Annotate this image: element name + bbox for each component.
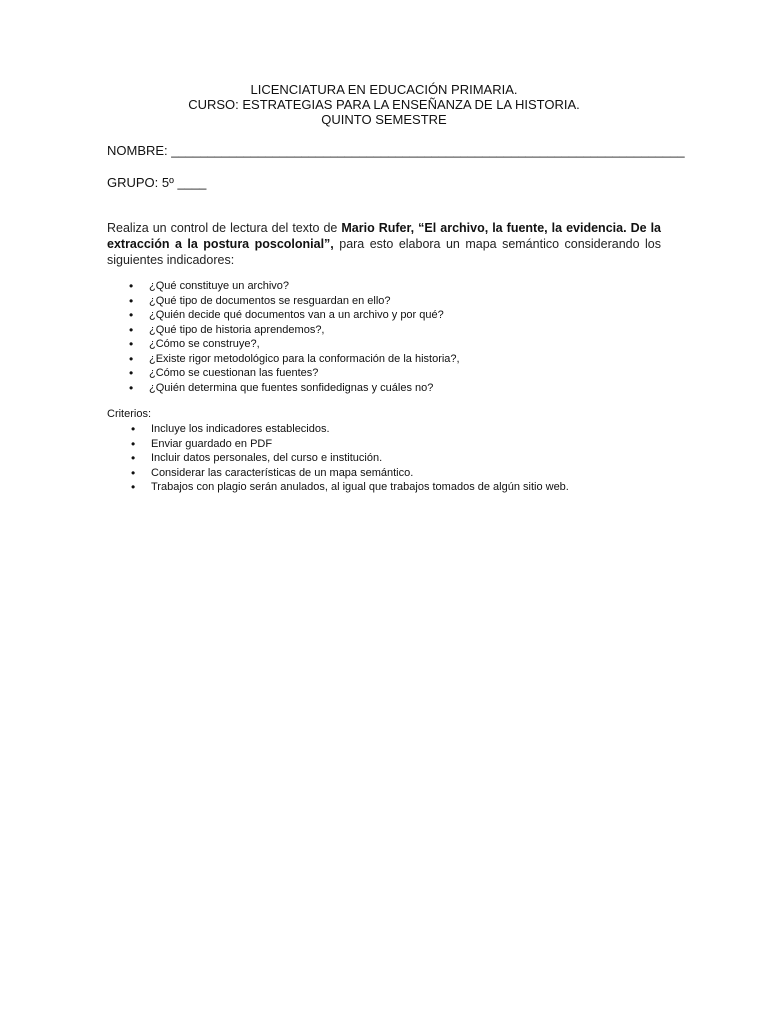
list-item: • ¿Qué constituye un archivo? — [129, 279, 290, 293]
list-item: • Enviar guardado en PDF — [131, 436, 273, 451]
bullet-icon: • — [129, 366, 134, 380]
bullet-icon: • — [131, 451, 136, 465]
criteria-list — [131, 422, 569, 495]
bullet-icon: • — [129, 337, 134, 351]
bullet-icon: • — [129, 293, 134, 308]
document-header — [0, 82, 768, 127]
list-item: • ¿Existe rigor metodológico para la conformación de la historia?, — [129, 351, 460, 366]
indicator-list — [129, 279, 460, 395]
bullet-icon: • — [129, 308, 134, 322]
list-item: • ¿Qué tipo de documentos se resguardan en ello? — [129, 293, 391, 308]
list-item: • ¿Quién determina que fuentes sonfidedignas y cuáles no? — [129, 380, 434, 395]
criteria-heading: Criterios: — [107, 408, 152, 420]
bullet-icon: • — [129, 351, 134, 366]
list-item: • Considerar las características de un mapa semántico. — [131, 465, 414, 480]
list-item: • Incluye los indicadores establecidos. — [131, 422, 330, 436]
list-item: • ¿Quién decide qué documentos van a un archivo y por qué? — [129, 308, 444, 322]
instructions-task: para esto elabora un mapa semántico considerando los siguientes indicadores: — [107, 237, 662, 267]
group-field: GRUPO: 5º ____ — [107, 175, 207, 190]
list-item: • ¿Cómo se construye?, — [129, 337, 260, 351]
list-item: • ¿Qué tipo de historia aprendemos?, — [129, 322, 325, 337]
header-course: CURSO: ESTRATEGIAS PARA LA ENSEÑANZA DE LA HISTORIA. — [188, 97, 580, 112]
instructions-lead: Realiza un control de lectura del texto de — [107, 221, 342, 235]
bullet-icon: • — [131, 465, 136, 480]
bullet-icon: • — [131, 436, 136, 451]
bullet-icon: • — [129, 279, 134, 293]
bullet-icon: • — [129, 322, 134, 337]
header-program: LICENCIATURA EN EDUCACIÓN PRIMARIA. — [250, 82, 518, 97]
list-item: • ¿Cómo se cuestionan las fuentes? — [129, 366, 319, 380]
bullet-icon: • — [129, 380, 134, 395]
reading-reference: Mario Rufer, “El archivo, la fuente, la evidencia. De la extracción a la postura poscolonial”, — [107, 221, 661, 251]
instructions-paragraph — [107, 220, 661, 268]
list-item: • Incluir datos personales, del curso e institución. — [131, 451, 383, 465]
header-semester: QUINTO SEMESTRE — [321, 112, 447, 127]
bullet-icon: • — [131, 480, 136, 494]
name-field: NOMBRE: _______________________________________________________________________ — [107, 143, 685, 158]
list-item: • Trabajos con plagio serán anulados, al igual que trabajos tomados de algún sitio web. — [131, 480, 569, 494]
bullet-icon: • — [131, 422, 136, 436]
